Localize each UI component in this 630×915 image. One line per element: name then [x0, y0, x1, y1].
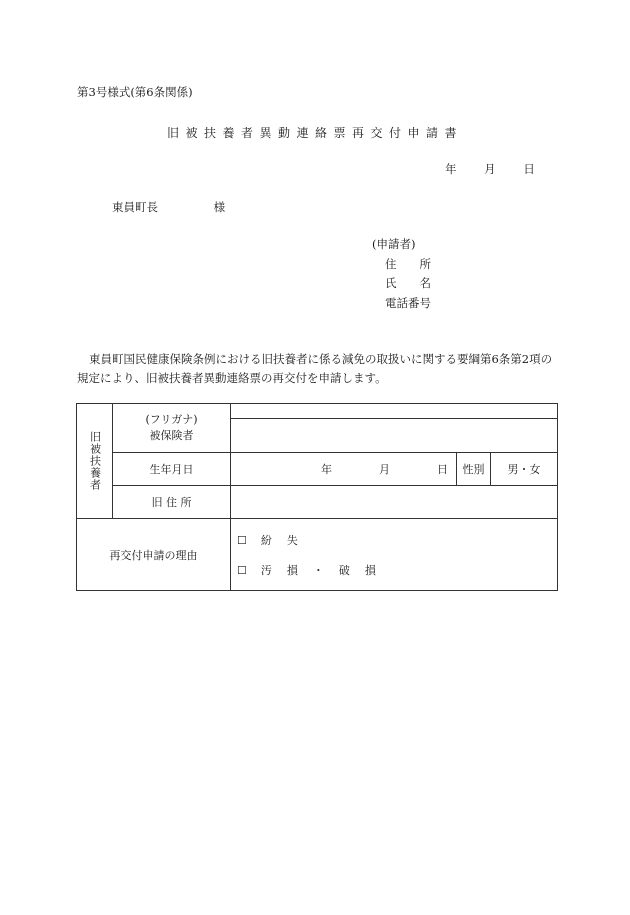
furigana-field[interactable] [231, 404, 558, 419]
former-address-field[interactable] [231, 486, 558, 519]
addressee-honorific: 様 [213, 200, 226, 214]
applicant-heading: (申請者) [372, 237, 416, 251]
checkbox-icon[interactable]: ☐ [237, 533, 249, 547]
birth-day: 日 [437, 463, 448, 476]
sex-options[interactable]: 男・女 [491, 453, 558, 486]
applicant-phone-label: 電話番号 [385, 295, 431, 310]
reason-label: 再交付申請の理由 [77, 519, 231, 591]
checkbox-icon[interactable]: ☐ [237, 563, 249, 577]
insured-label: 被保険者 [149, 429, 194, 442]
application-statement: 東員町国民健康保険条例における旧扶養者に係る減免の取扱いに関する要綱第6条第2項の規定により、旧被扶養者異動連絡票の再交付を申請します。 [77, 352, 553, 385]
reason-damaged-label: 汚 損 ・ 破 損 [260, 563, 378, 577]
date-year: 年 [445, 162, 457, 176]
birth-year: 年 [321, 463, 332, 476]
sex-label: 性別 [457, 453, 491, 486]
applicant-name-label: 氏 名 [385, 276, 431, 290]
insured-label-cell [113, 404, 231, 453]
reason-options [231, 519, 558, 591]
reason-lost-label: 紛 失 [260, 533, 300, 547]
birthdate-field[interactable] [231, 453, 457, 486]
date-line [445, 161, 535, 177]
application-table [76, 403, 558, 591]
form-number: 第3号様式(第6条関係) [77, 85, 193, 99]
insured-name-field[interactable] [231, 419, 558, 453]
reason-lost-option[interactable] [231, 532, 557, 548]
reason-damaged-option[interactable] [231, 562, 557, 578]
applicant-address-label: 住 所 [385, 256, 431, 271]
addressee [112, 199, 225, 215]
birth-month: 月 [379, 463, 390, 476]
former-address-label: 旧 住 所 [113, 486, 231, 519]
birthdate-label: 生年月日 [113, 453, 231, 486]
addressee-name: 東員町長 [112, 200, 158, 214]
applicant-block [372, 235, 431, 313]
date-day: 日 [523, 162, 535, 176]
page-title: 旧被扶養者異動連絡票再交付申請書 [166, 126, 463, 140]
date-month: 月 [484, 162, 496, 176]
former-dependent-group-label: 旧被扶養者 [77, 404, 113, 519]
furigana-label: (フリガナ) [145, 413, 198, 426]
